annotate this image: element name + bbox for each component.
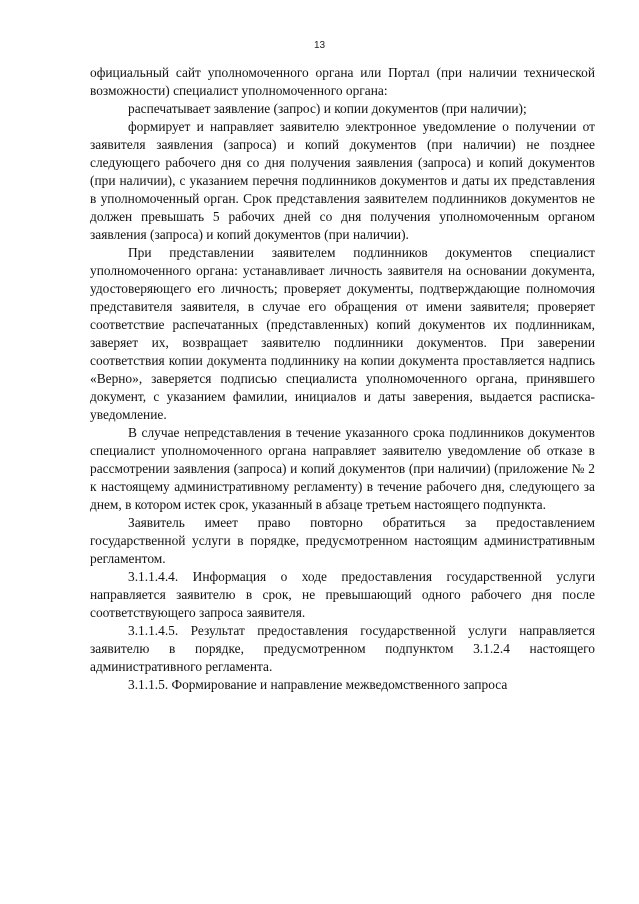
page-number: 13 <box>313 40 326 51</box>
paragraph-refusal-notice: В случае непредставления в течение указанного срока подлинников документов специалист уполномоченного органа направляет заявителю уведомление об отказе в рассмотрении заявления (запроса) и копий документов (при наличии) (приложение № 2 к настоящему административному регламенту) в течение рабочего дня, следующего за днем, в котором истек срок, указанный в абзаце третьем настоящего подпункта. <box>90 425 595 512</box>
paragraph-originals-check: При представлении заявителем подлинников документов специалист уполномоченного органа: устанавливает личность заявителя на основании документа, удостоверяющего его личность; проверяет документы, подтверждающие полномочия представителя заявителя, в случае его обращения от имени заявителя; проверяет соответствие распечатанных (представленных) копий документов их подлинникам, заверяет их, возвращает заявителю подлинники документов. При заверении соответствия копии документа подлиннику на копии документа проставляется надпись «Верно», заверяется подписью специалиста уполномоченного органа, принявшего документ, с указанием фамилии, инициалов и даты заверения, выдается расписка-уведомление. <box>90 245 595 422</box>
paragraph-print-application: распечатывает заявление (запрос) и копии документов (при наличии); <box>128 101 527 116</box>
paragraph-portal-intro: официальный сайт уполномоченного органа или Портал (при наличии технической возможности) специалист уполномоченного органа: <box>90 65 595 98</box>
paragraph-repeat-request: Заявитель имеет право повторно обратиться за предоставлением государственной услуги в порядке, предусмотренном настоящим административным регламентом. <box>90 515 595 566</box>
paragraph-3-1-1-4-4: 3.1.1.4.4. Информация о ходе предоставления государственной услуги направляется заявителю в срок, не превышающий одного рабочего дня после соответствующего запроса заявителя. <box>90 569 595 620</box>
paragraph-3-1-1-5: 3.1.1.5. Формирование и направление межведомственного запроса <box>128 677 508 692</box>
paragraph-electronic-notice: формирует и направляет заявителю электронное уведомление о получении от заявителя заявления (запроса) и копий документов (при наличии) не позднее следующего рабочего дня со дня получения заявления (запроса) и копий документов (при наличии), с указанием перечня подлинников документов и даты их представления в уполномоченный орган. Срок представления заявителем подлинников документов не должен превышать 5 рабочих дней со дня получения уполномоченным органом заявления (запроса) и копий документов (при наличии). <box>90 119 595 242</box>
document-body <box>90 64 595 694</box>
paragraph-3-1-1-4-5: 3.1.1.4.5. Результат предоставления государственной услуги направляется заявителю в порядке, предусмотренном подпунктом 3.1.2.4 настоящего административного регламента. <box>90 623 595 674</box>
